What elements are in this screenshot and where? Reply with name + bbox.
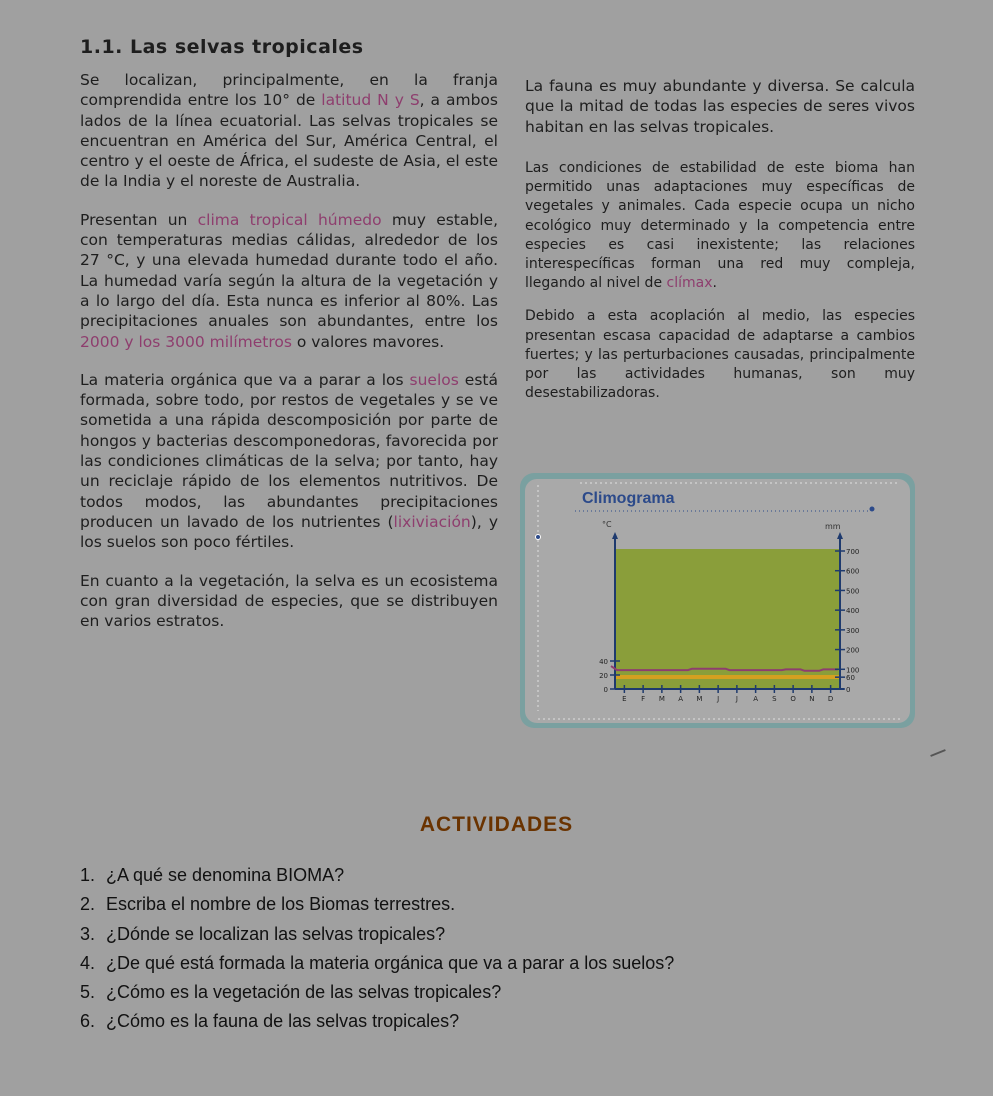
month-label: J	[735, 695, 738, 703]
paragraph-climate: Presentan un clima tropical húmedo muy estable, con temperaturas medias cálidas, alrededor de los 27 °C, y una elevada humedad durante todo el año. La humedad varía según la altura de la vegetación y a lo largo del día. Esta nunca es inferior al 80%. Las precipitaciones anuales son abundantes, entre los 2000 y los 3000 milímetros o valores mavores.	[80, 210, 498, 351]
activity-number: 1.	[80, 865, 96, 885]
activity-item	[80, 920, 674, 949]
precip-bar	[615, 549, 634, 689]
month-label: A	[753, 695, 759, 703]
climograma-chart	[520, 473, 915, 728]
activity-number: 2.	[80, 894, 96, 915]
right-axis-label: mm	[825, 522, 841, 531]
month-label: E	[622, 695, 627, 703]
month-label: D	[827, 695, 834, 703]
precip-bar	[803, 549, 822, 689]
month-label: F	[641, 695, 646, 703]
activity-item	[80, 978, 674, 1007]
left-axis-label: °C	[602, 520, 612, 529]
mm-label: 200	[846, 646, 860, 655]
chart-dot-marker	[870, 507, 875, 512]
precip-bar	[746, 549, 765, 689]
activity-text: ¿De qué está formada la materia orgánica que va a parar a los suelos?	[106, 952, 675, 973]
mm-label: 0	[846, 686, 851, 694]
paragraph-location: Se localizan, principalmente, en la franja comprendida entre los 10° de latitud N y S, a ambos lados de la línea ecuatorial. Las selvas tropicales se encuentran en América del Sur, América Central, el centro y el oeste de África, el sudeste de Asia, el este de la India y el noreste de Australia.	[80, 71, 498, 191]
paragraph-disturbances: Debido a esta acoplación al medio, las especies presentan escasa capacidad de adaptarse a cambios fuertes; y las perturbaciones causadas, principalmente por las actividades humanas, son muy desestabilizadoras.	[525, 308, 915, 402]
mm-label: 100	[846, 666, 860, 675]
highlight-latitud: latitud N y S	[321, 91, 420, 110]
activity-text: ¿Dónde se localizan las selvas tropicales?	[106, 923, 446, 944]
section-title: 1.1. Las selvas tropicales	[80, 36, 364, 58]
activities-list	[80, 861, 674, 1037]
month-label: M	[696, 695, 703, 703]
precip-bar	[765, 549, 784, 689]
mm-label: 700	[846, 548, 860, 556]
highlight-lixiviacion: lixiviación	[393, 512, 471, 531]
baseline-band	[615, 675, 840, 679]
highlight-climax: clímax	[666, 275, 713, 292]
month-label: A	[678, 695, 684, 703]
month-label: J	[717, 695, 720, 703]
pen-mark	[930, 749, 946, 757]
mm-label: 600	[846, 567, 860, 576]
highlight-clima: clima tropical húmedo	[197, 210, 382, 229]
climograma-figure	[520, 473, 915, 728]
activity-number: 4.	[80, 952, 96, 973]
chart-title: Climograma	[582, 490, 675, 507]
activity-text: ¿A qué se denomina BIOMA?	[106, 865, 345, 885]
precip-bar	[634, 549, 653, 689]
celsius-label: 40	[599, 658, 608, 666]
chart-dot-marker	[536, 535, 541, 540]
precip-bar	[653, 549, 672, 689]
activity-number: 5.	[80, 982, 96, 1003]
precipitation-series	[615, 549, 841, 689]
activity-text: ¿Cómo es la vegetación de las selvas tropicales?	[106, 982, 502, 1003]
activity-item	[80, 890, 674, 919]
precip-bar	[784, 549, 803, 689]
paragraph-adaptations: Las condiciones de estabilidad de este bioma han permitido unas adaptaciones muy específicas de vegetales y animales. Cada especie ocupa un nicho ecológico muy determinado y la competencia entre especies es casi inexistente; las relaciones interespecíficas forman una red muy compleja, llegando al nivel de clímax.	[525, 159, 915, 292]
paragraph-soils: La materia orgánica que va a parar a los suelos está formada, sobre todo, por restos de vegetales y se ve sometida a una rápida descomposición por parte de hongos y bacterias descomponedoras, favorecida por las condiciones climáticas de la selva; por tanto, hay un reciclaje rápido de los elementos nutritivos. De todos modos, las abundantes precipitaciones producen un lavado de los nutrientes (lixiviación), y los suelos son poco fértiles.	[80, 370, 498, 552]
precip-bar	[728, 549, 747, 689]
activity-number: 6.	[80, 1011, 96, 1032]
right-column	[525, 76, 915, 403]
activity-number: 3.	[80, 923, 96, 944]
highlight-precipitaciones: 2000 y los 3000 milímetros	[80, 332, 292, 351]
month-label: M	[658, 695, 665, 703]
mm-label: 300	[846, 626, 860, 635]
highlight-suelos: suelos	[409, 370, 459, 389]
mm-label: 400	[846, 607, 860, 616]
left-column	[80, 70, 498, 631]
activity-text: Escriba el nombre de los Biomas terrestres.	[106, 894, 456, 915]
paragraph-vegetation: En cuanto a la vegetación, la selva es un ecosistema con gran diversidad de especies, que se distribuyen en varios estratos.	[80, 571, 498, 631]
month-label: S	[772, 695, 777, 703]
mm-label: 60	[846, 674, 855, 683]
activity-item	[80, 949, 674, 978]
activity-item	[80, 861, 674, 890]
precip-bar	[671, 549, 690, 689]
paragraph-fauna: La fauna es muy abundante y diversa. Se calcula que la mitad de todas las especies de seres vivos habitan en las selvas tropicales.	[525, 77, 915, 136]
activity-text: ¿Cómo es la fauna de las selvas tropicales?	[106, 1011, 460, 1032]
activities-title: ACTIVIDADES	[419, 813, 574, 836]
mm-label: 500	[846, 587, 860, 596]
celsius-label: 20	[599, 672, 608, 680]
celsius-label: 0	[603, 686, 608, 694]
month-label: N	[809, 695, 815, 703]
activity-item	[80, 1007, 674, 1036]
month-label: O	[790, 695, 796, 703]
